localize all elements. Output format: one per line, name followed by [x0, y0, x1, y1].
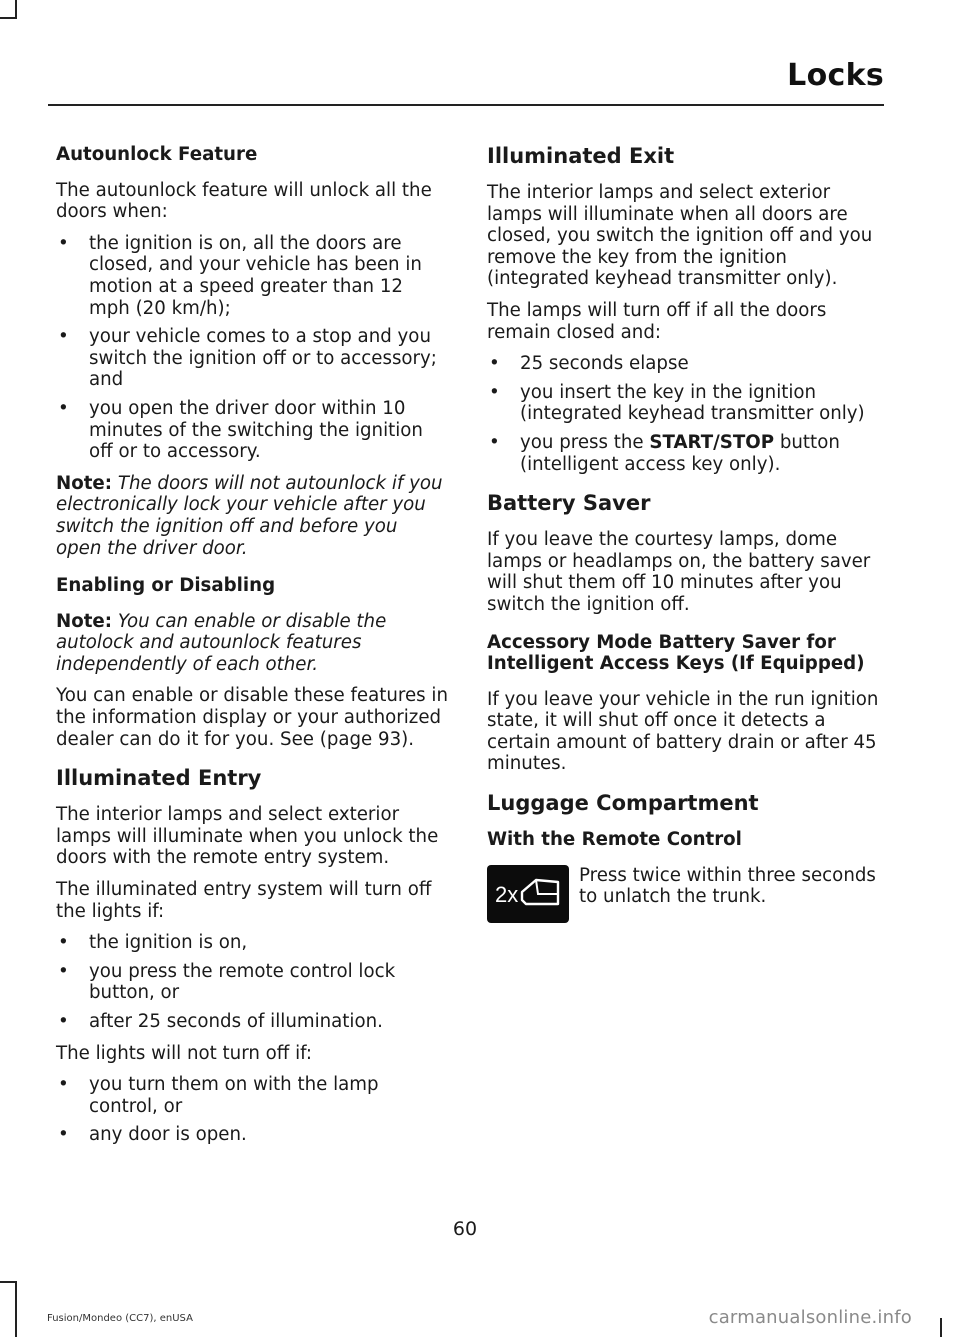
list-item: • the ignition is on, — [56, 932, 448, 954]
list-item: • the ignition is on, all the doors are closed, and your vehicle has been in motion at a speed greater than 12 mph (20 km/h); — [56, 233, 448, 319]
crop-mark — [0, 17, 17, 19]
list-item: • you press the remote control lock button, or — [56, 961, 448, 1004]
autounlock-heading: Autounlock Feature — [56, 144, 258, 165]
start-stop-label: START/STOP — [649, 431, 775, 453]
luggage-heading: Luggage Compartment — [487, 791, 759, 816]
header-divider — [48, 104, 884, 106]
entry-paragraph: The lights will not turn off if: — [56, 1042, 313, 1064]
exit-list — [487, 353, 879, 475]
note-autounlock — [56, 473, 448, 559]
list-item: • you insert the key in the ignition (integrated keyhead transmitter only) — [487, 382, 879, 425]
note-label: Note: — [56, 472, 113, 494]
list-item: • any door is open. — [56, 1124, 448, 1146]
crop-mark — [940, 1318, 942, 1337]
exit-heading: Illuminated Exit — [487, 144, 675, 168]
list-item: • after 25 seconds of illumination. — [56, 1011, 448, 1033]
enable-heading: Enabling or Disabling — [56, 575, 276, 597]
crop-mark — [0, 1281, 17, 1283]
saver-text: If you leave the courtesy lamps, dome lamps or headlamps on, the battery saver will shut them off 10 minutes after you switch the ignition off. — [487, 529, 871, 615]
note-label: Note: — [56, 610, 113, 632]
list-item: • 25 seconds elapse — [487, 353, 879, 375]
double-press-label: 2x — [495, 881, 519, 907]
note-text: The doors will not autounlock if you electronically lock your vehicle after you switch the ignition off and before you open the driver door. — [56, 472, 443, 559]
autounlock-list — [56, 233, 448, 463]
crop-mark — [15, 1281, 17, 1337]
acc-heading: Accessory Mode Battery Saver for Intelligent Access Keys (If Equipped) — [487, 631, 865, 675]
acc-text: If you leave your vehicle in the run ignition state, it will shut off once it detects a certain amount of battery drain or after 45 minutes. — [487, 688, 879, 775]
list-item: • you press the START/STOP button (intelligent access key only). — [487, 432, 879, 475]
entry-paragraph: The illuminated entry system will turn off the lights if: — [56, 879, 432, 922]
page-number: 60 — [452, 1218, 478, 1240]
note-enable — [56, 611, 448, 676]
entry-heading: Illuminated Entry — [56, 766, 262, 791]
crop-mark — [15, 0, 17, 17]
exit-paragraph: The lamps will turn off if all the doors remain closed and: — [487, 299, 827, 343]
remote-heading: With the Remote Control — [487, 829, 742, 851]
list-item: • you turn them on with the lamp control, or — [56, 1074, 448, 1117]
page-title: Locks — [787, 58, 884, 93]
exit-paragraph: The interior lamps and select exterior lamps will illuminate when all doors are closed, you switch the ignition off and you remove the key from the ignition (integrated keyhead transmitter only). — [487, 182, 873, 290]
enable-text: You can enable or disable these features in the information display or your authorized dealer can do it for you. See (page 93). — [56, 685, 448, 750]
footer-text: Fusion/Mondeo (CC7), enUSA — [47, 1313, 193, 1324]
remote-row — [487, 865, 879, 923]
list-item: • you open the driver door within 10 minutes of the switching the ignition off or to accessory. — [56, 398, 448, 463]
watermark: carmanualsonline.info — [708, 1307, 912, 1328]
entry-list-2 — [56, 1074, 448, 1146]
note-text: You can enable or disable the autolock and autounlock features independently of each other. — [56, 610, 387, 675]
entry-paragraph: The interior lamps and select exterior lamps will illuminate when you unlock the doors with the remote entry system. — [56, 804, 439, 869]
entry-list — [56, 932, 448, 1032]
right-column — [487, 144, 879, 923]
list-item: • your vehicle comes to a stop and you switch the ignition off or to accessory; and — [56, 326, 448, 391]
saver-heading: Battery Saver — [487, 491, 651, 516]
remote-text: Press twice within three seconds to unlatch the trunk. — [579, 864, 876, 908]
trunk-release-icon — [487, 865, 569, 923]
left-column — [56, 144, 448, 1156]
autounlock-intro: The autounlock feature will unlock all the doors when: — [56, 179, 432, 223]
